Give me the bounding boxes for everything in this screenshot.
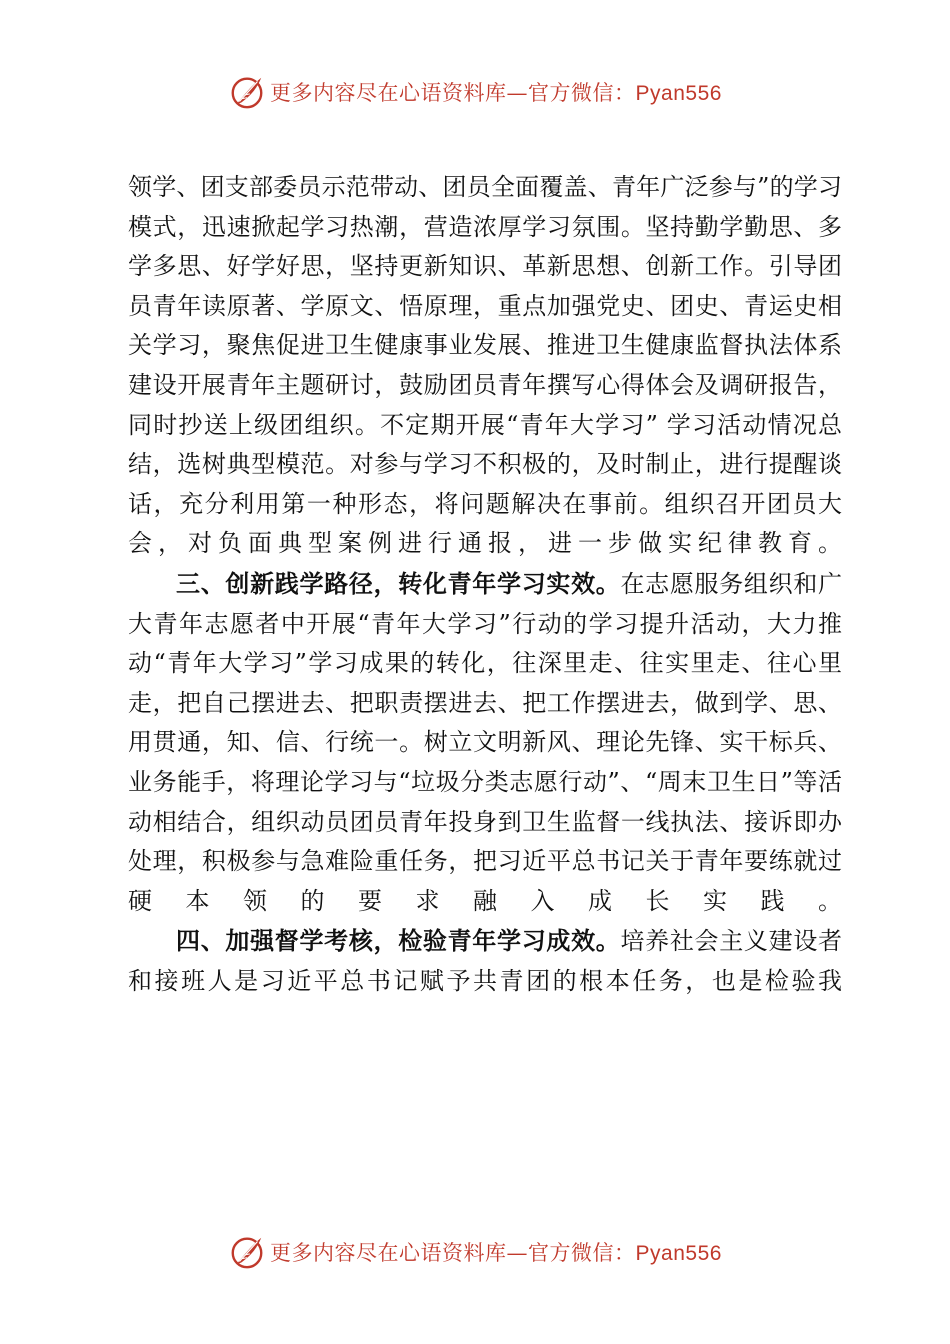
quill-pen-logo-icon <box>228 1233 266 1271</box>
paragraph-2-heading: 三、创新践学路径，转化青年学习实效。 <box>176 568 621 598</box>
banner-text <box>270 1237 722 1267</box>
banner-wechat-id: Pyan556 <box>635 1242 722 1265</box>
banner-text <box>270 77 722 107</box>
paragraph-3-heading: 四、加强督学考核，检验青年学习成效。 <box>176 926 621 956</box>
paragraph-1-body: 领学、团支部委员示范带动、团员全面覆盖、青年广泛参与”的学习模式，迅速掀起学习热潮，营造浓厚学习氛围。坚持勤学勤思、多学多思、好学好思，坚持更新知识、革新思想、创新工作。引导团员青年读原著、学原文、悟原理，重点加强党史、团史、青运史相关学习，聚焦促进卫生健康事业发展、推进卫生健康监督执法体系建设开展青年主题研讨，鼓励团员青年撰写心得体会及调研报告，同时抄送上级团组织。不定期开展“青年大学习” 学习活动情况总结，选树典型模范。对参与学习不积极的，及时制止，进行提醒谈话，充分利用第一种形态，将问题解决在事前。组织召开团员大会，对负面典型案例进行通报，进一步做实纪律教育。 <box>128 173 842 558</box>
banner-wechat-id: Pyan556 <box>635 82 722 105</box>
document-body <box>128 168 842 1001</box>
paragraph-1 <box>128 168 842 564</box>
banner-text-cn: 更多内容尽在心语资料库—官方微信： <box>270 81 636 105</box>
paragraph-2-body: 在志愿服务组织和广大青年志愿者中开展“青年大学习”行动的学习提升活动，大力推动“青年大学习”学习成果的转化，往深里走、往实里走、往心里走，把自己摆进去、把职责摆进去、把工作摆进去，做到学、思、用贯通，知、信、行统一。树立文明新风、理论先锋、实干标兵、业务能手，将理论学习与“垃圾分类志愿行动”、“周末卫生日”等活动相结合，组织动员团员青年投身到卫生监督一线执法、接诉即办处理，积极参与急难险重任务，把习近平总书记关于青年要练就过硬本领的要求融入成长实践。 <box>128 569 843 915</box>
quill-pen-logo-icon <box>228 73 266 111</box>
header-banner <box>0 72 950 112</box>
paragraph-3 <box>128 921 842 1001</box>
paragraph-3-body: 培养社会主义建设者和接班人是习近平总书记赋予共青团的根本任务，也是检验我 <box>128 927 843 995</box>
paragraph-2 <box>128 564 842 921</box>
footer-banner <box>0 1232 950 1272</box>
banner-text-cn: 更多内容尽在心语资料库—官方微信： <box>270 1241 636 1265</box>
